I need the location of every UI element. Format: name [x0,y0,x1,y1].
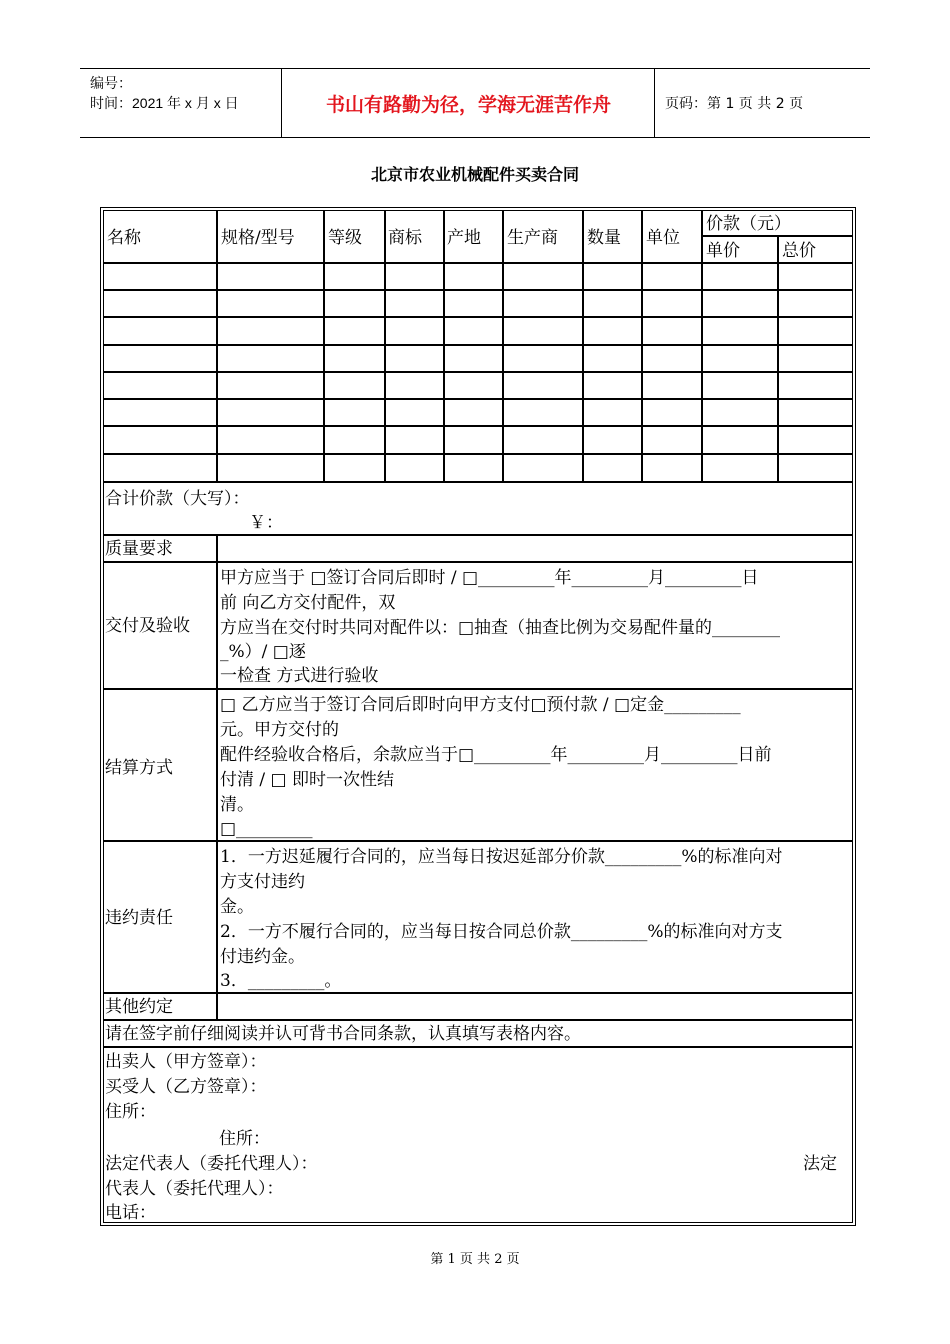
grid-line [641,210,643,482]
settlement-line: 配件经验收合格后，余款应当于□_________年_________月_________日前 [220,745,772,765]
col-qty: 数量 [587,228,621,248]
grid-line [103,453,853,455]
document-title: 北京市农业机械配件买卖合同 [370,165,579,184]
col-unit-price: 单价 [706,241,740,261]
delivery-line: 一检查 方式进行验收 [220,666,379,686]
header-meta [80,69,282,137]
col-unit: 单位 [646,228,680,248]
breach-line: 3．_________。 [220,971,342,991]
number-label: 编号： [90,75,132,91]
time-label: 时间：2021 年 x 月 x 日 [90,95,239,111]
page-footer: 第 1 页 共 2 页 [430,1252,520,1267]
delivery-label: 交付及验收 [105,616,190,636]
grid-line [103,289,853,291]
other-label: 其他约定 [105,997,173,1017]
grid-line [384,210,386,482]
buyer-sign: 买受人（乙方签章）： [105,1077,267,1097]
col-grade: 等级 [328,228,362,248]
grid-line [582,210,584,482]
col-maker: 生产商 [507,228,558,248]
grid-line [103,425,853,427]
settlement-line: □ 乙方应当于签订合同后即时向甲方支付□预付款 / □定金_________ [220,695,741,715]
settlement-line: 付清 / □ 即时一次性结 [220,770,395,790]
col-name: 名称 [107,228,141,248]
legal-rep: 法定代表人（委托代理人）： [105,1154,318,1174]
notice-text: 请在签字前仔细阅读并认可背书合同条款，认真填写表格内容。 [105,1024,581,1044]
seller-sign: 出卖人（甲方签章）： [105,1052,267,1072]
grid-line [103,371,853,373]
breach-line: 方支付违约 [220,872,305,892]
total-label: 合计价款（大写）： [105,489,250,509]
delivery-line: 方应当在交付时共同对配件以：□抽查（抽查比例为交易配件量的________ [220,618,781,638]
col-price: 价款（元） [706,214,791,234]
col-spec: 规格/型号 [221,228,295,248]
breach-line: 2．一方不履行合同的，应当每日按合同总价款_________%的标准向对方支 [220,922,783,942]
grid-line [216,210,218,482]
settlement-line: □_________ [220,819,313,839]
grid-line [777,237,779,482]
grid-line [103,481,853,483]
delivery-line: _%）/ □逐 [220,642,306,662]
breach-line: 金。 [220,897,254,917]
total-yen: ￥： [249,513,283,533]
col-brand: 商标 [388,228,422,248]
grid-line [502,210,504,482]
breach-label: 违约责任 [105,908,173,928]
address-2: 住所： [219,1129,270,1149]
address-1: 住所： [105,1102,156,1122]
delivery-line: 甲方应当于 □签订合同后即时 / □_________年_________月_________日 [220,568,759,588]
breach-line: 1．一方迟延履行合同的，应当每日按迟延部分价款_________%的标准向对 [220,847,783,867]
header-page-info: 页码：第 1 页 共 2 页 [665,96,804,112]
grid-line [701,210,703,482]
col-total-price: 总价 [782,241,816,261]
grid-line [103,398,853,400]
settlement-line: 清。 [220,795,254,815]
grid-line [103,344,853,346]
grid-line [323,210,325,482]
phone: 电话： [105,1203,156,1223]
legal-rep-2: 代表人（委托代理人）： [105,1179,284,1199]
breach-line: 付违约金。 [220,947,305,967]
grid-line [216,536,218,1020]
delivery-line: 前 向乙方交付配件，双 [220,593,396,613]
col-origin: 产地 [447,228,481,248]
grid-line [103,316,853,318]
settlement-label: 结算方式 [105,758,173,778]
legal-rep-suffix: 法定 [803,1154,837,1174]
header-motto: 书山有路勤为径，学海无涯苦作舟 [283,69,655,137]
quality-label: 质量要求 [105,539,173,559]
grid-line [103,1046,853,1048]
grid-line [443,210,445,482]
grid-line [103,262,853,264]
page-header [80,68,870,138]
settlement-line: 元。甲方交付的 [220,720,339,740]
